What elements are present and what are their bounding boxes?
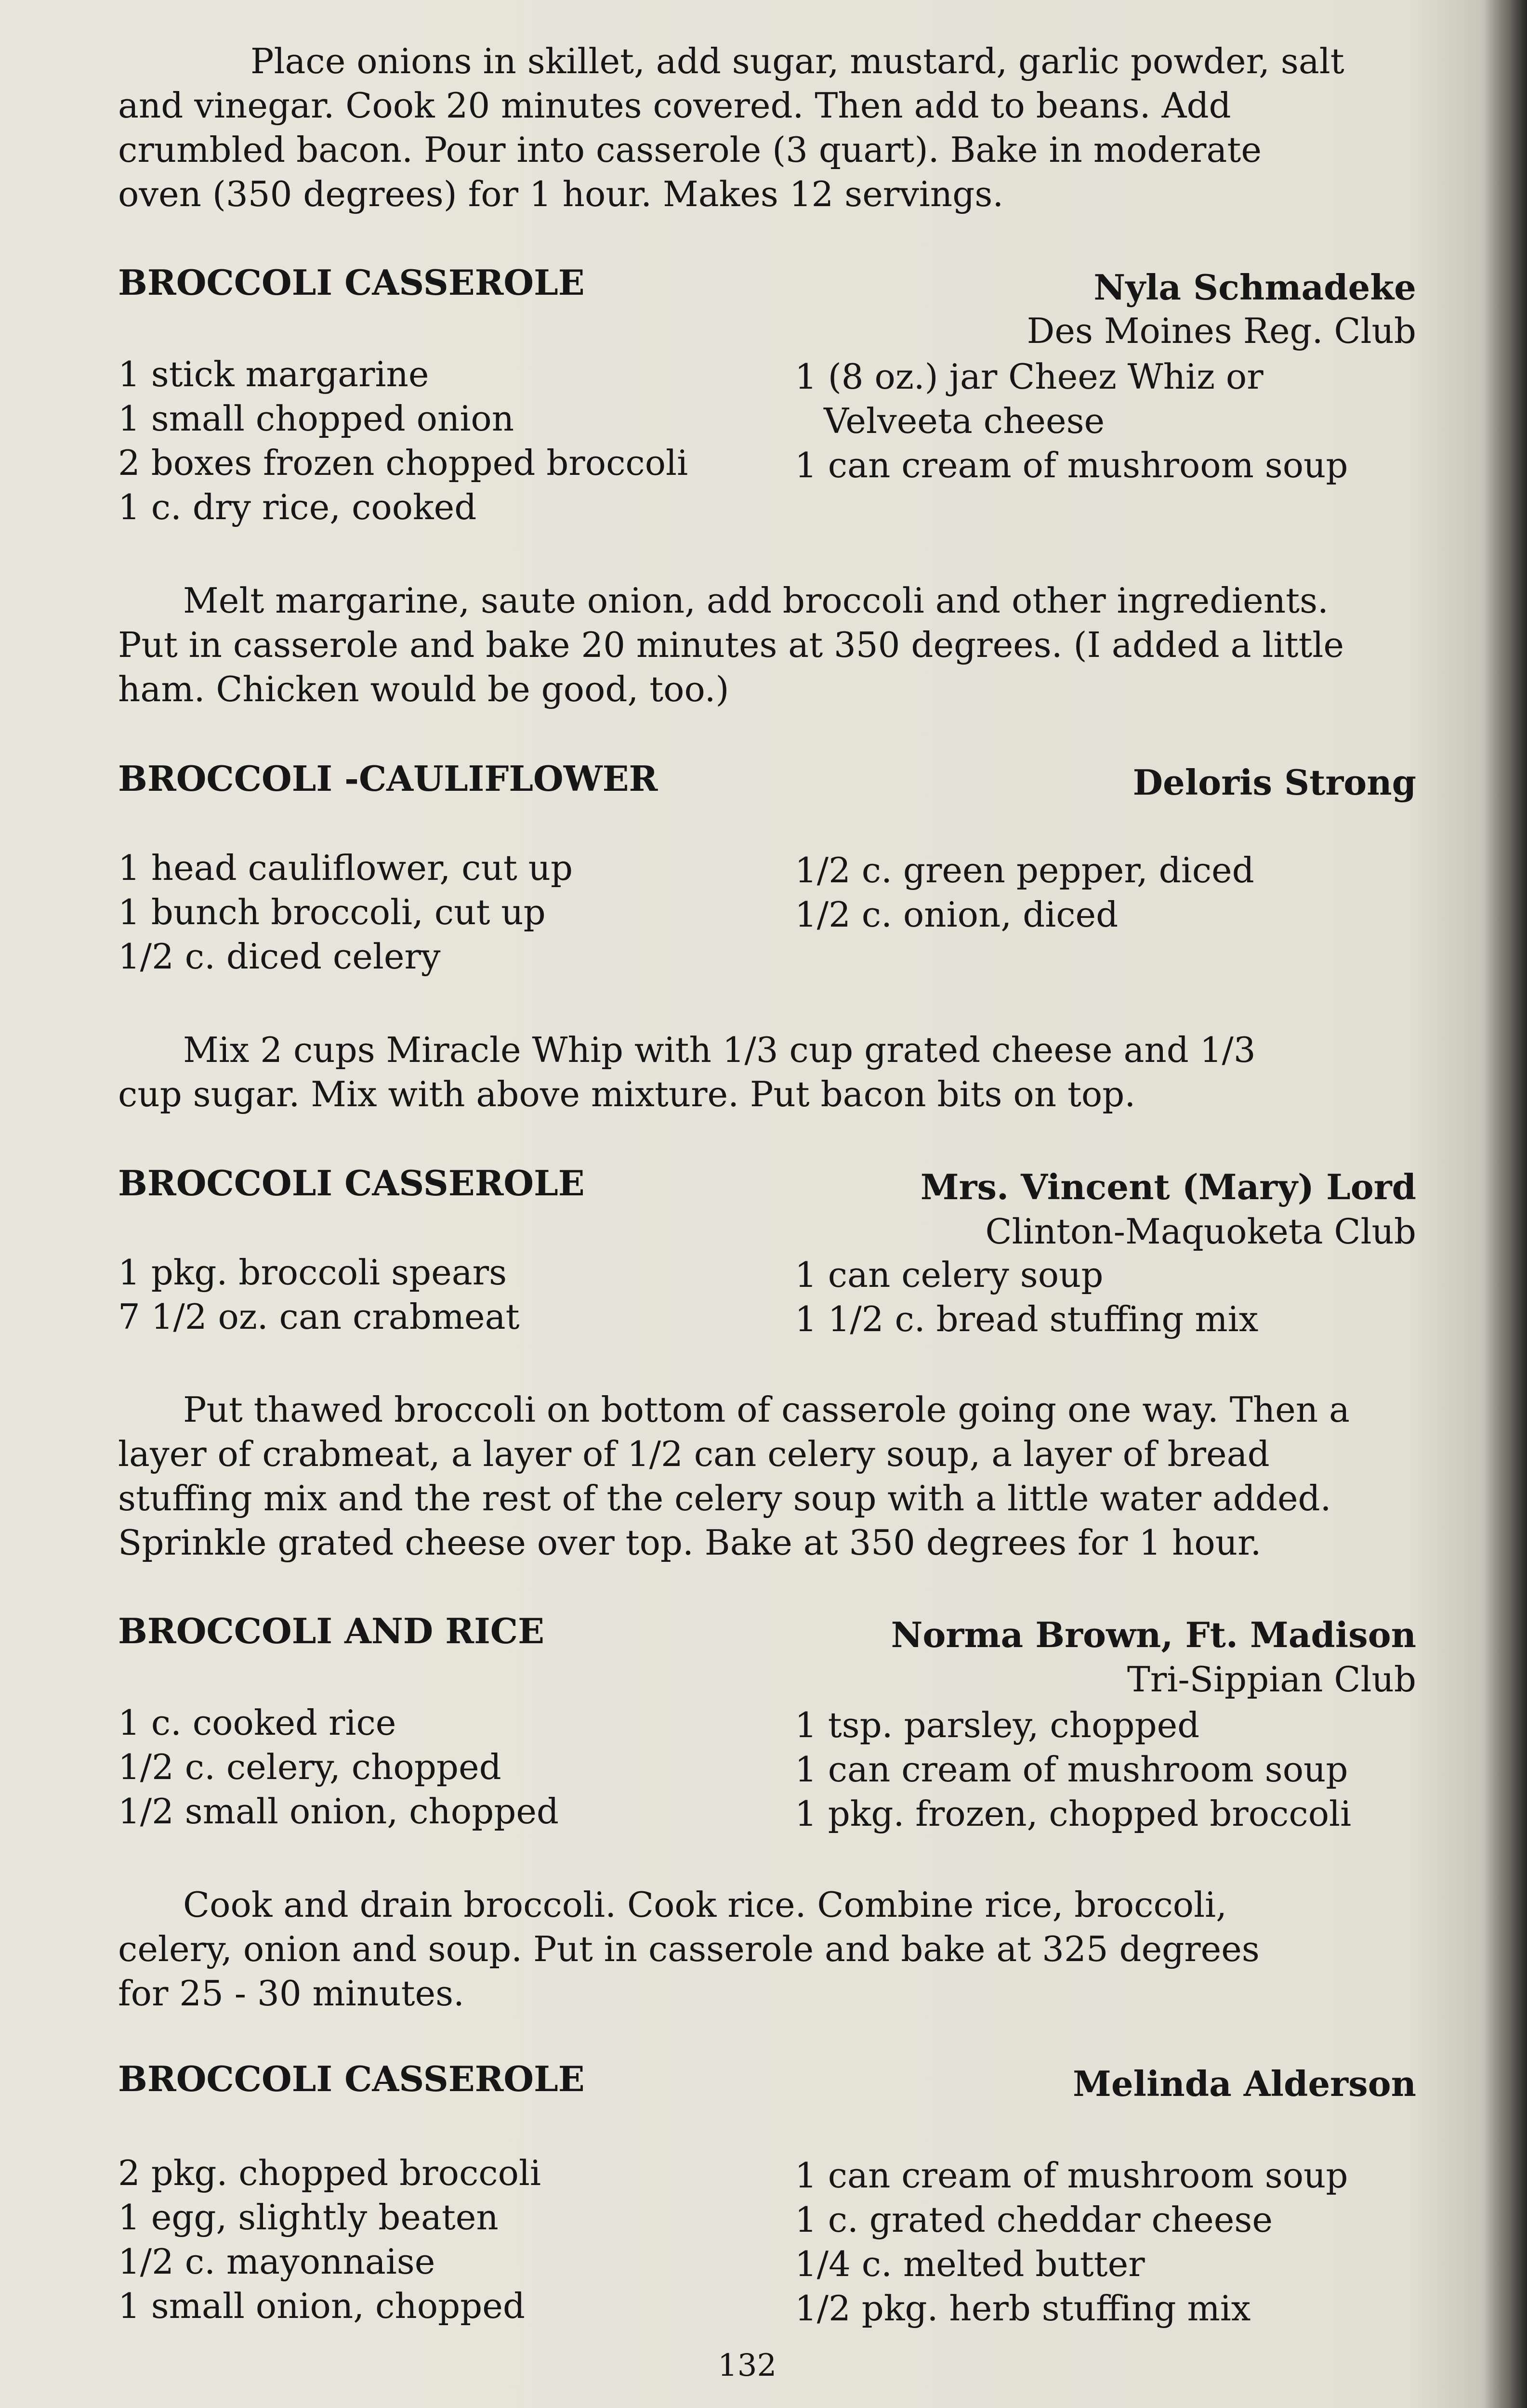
recipe-club: Des Moines Reg. Club	[1027, 311, 1416, 351]
recipe-author: Nyla Schmadeke	[1093, 267, 1416, 308]
recipe-author: Mrs. Vincent (Mary) Lord	[920, 1166, 1416, 1207]
recipe-author: Melinda Alderson	[1073, 2063, 1416, 2104]
instruction-line: celery, onion and soup. Put in casserole and bake at 325 degrees	[118, 1929, 1260, 1969]
instruction-line: Put thawed broccoli on bottom of casserole going one way. Then a	[183, 1389, 1350, 1430]
page-number: 132	[718, 2348, 777, 2383]
ingredient: 1 head cauliflower, cut up	[118, 848, 573, 888]
ingredient: 1 1/2 c. bread stuffing mix	[795, 1299, 1259, 1339]
ingredient: 1 small onion, chopped	[118, 2286, 525, 2326]
ingredient: 1 c. cooked rice	[118, 1702, 396, 1743]
recipe-club: Tri-Sippian Club	[1127, 1659, 1416, 1700]
recipe-title: BROCCOLI CASSEROLE	[118, 1163, 585, 1204]
intro-line: and vinegar. Cook 20 minutes covered. Then add to beans. Add	[118, 85, 1231, 126]
ingredient: 1 c. grated cheddar cheese	[795, 2199, 1273, 2240]
ingredient: 2 pkg. chopped broccoli	[118, 2153, 541, 2193]
recipe-author: Deloris Strong	[1132, 762, 1416, 803]
instruction-line: for 25 - 30 minutes.	[118, 1973, 464, 2014]
instruction-line: layer of crabmeat, a layer of 1/2 can celery soup, a layer of bread	[118, 1434, 1270, 1474]
ingredient: 1/2 c. mayonnaise	[118, 2241, 435, 2282]
intro-line: oven (350 degrees) for 1 hour. Makes 12 servings.	[118, 174, 1004, 214]
ingredient: Velveeta cheese	[824, 401, 1105, 441]
ingredient: 1 pkg. frozen, chopped broccoli	[795, 1793, 1352, 1834]
ingredient: 1 bunch broccoli, cut up	[118, 892, 546, 932]
recipe-club: Clinton-Maquoketa Club	[985, 1211, 1416, 1252]
ingredient: 2 boxes frozen chopped broccoli	[118, 443, 688, 483]
ingredient: 1 can celery soup	[795, 1255, 1104, 1295]
ingredient: 1/2 c. onion, diced	[795, 894, 1119, 935]
ingredient: 1 can cream of mushroom soup	[795, 2155, 1348, 2196]
instruction-line: Cook and drain broccoli. Cook rice. Combine rice, broccoli,	[183, 1885, 1227, 1925]
instruction-line: Mix 2 cups Miracle Whip with 1/3 cup grated cheese and 1/3	[183, 1030, 1256, 1070]
ingredient: 1/2 c. diced celery	[118, 936, 441, 977]
instruction-line: stuffing mix and the rest of the celery soup with a little water added.	[118, 1478, 1331, 1518]
page-edge-shadow	[1484, 0, 1527, 2408]
ingredient: 1/4 c. melted butter	[795, 2244, 1145, 2284]
ingredient: 1 egg, slightly beaten	[118, 2197, 499, 2238]
instruction-line: Melt margarine, saute onion, add broccoli and other ingredients.	[183, 580, 1329, 621]
intro-line: Place onions in skillet, add sugar, mustard, garlic powder, salt	[250, 41, 1344, 81]
ingredient: 1 stick margarine	[118, 354, 429, 394]
instruction-line: Put in casserole and bake 20 minutes at 350 degrees. (I added a little	[118, 625, 1344, 665]
ingredient: 1 small chopped onion	[118, 398, 514, 439]
recipe-title: BROCCOLI -CAULIFLOWER	[118, 758, 658, 799]
ingredient: 1 (8 oz.) jar Cheez Whiz or	[795, 356, 1264, 397]
instruction-line: cup sugar. Mix with above mixture. Put bacon bits on top.	[118, 1074, 1136, 1114]
instruction-line: Sprinkle grated cheese over top. Bake at 350 degrees for 1 hour.	[118, 1522, 1262, 1563]
ingredient: 1/2 c. green pepper, diced	[795, 850, 1254, 890]
recipe-title: BROCCOLI CASSEROLE	[118, 262, 585, 303]
recipe-title: BROCCOLI AND RICE	[118, 1610, 544, 1651]
ingredient: 1/2 c. celery, chopped	[118, 1747, 501, 1787]
ingredient: 1/2 small onion, chopped	[118, 1791, 559, 1832]
ingredient: 7 1/2 oz. can crabmeat	[118, 1296, 520, 1337]
recipe-title: BROCCOLI CASSEROLE	[118, 2058, 585, 2099]
intro-line: crumbled bacon. Pour into casserole (3 quart). Bake in moderate	[118, 130, 1262, 170]
ingredient: 1 c. dry rice, cooked	[118, 487, 477, 527]
ingredient: 1 tsp. parsley, chopped	[795, 1705, 1200, 1745]
ingredient: 1 pkg. broccoli spears	[118, 1252, 507, 1293]
ingredient: 1 can cream of mushroom soup	[795, 1749, 1348, 1790]
ingredient: 1 can cream of mushroom soup	[795, 445, 1348, 485]
ingredient: 1/2 pkg. herb stuffing mix	[795, 2288, 1251, 2329]
instruction-line: ham. Chicken would be good, too.)	[118, 669, 729, 709]
recipe-author: Norma Brown, Ft. Madison	[891, 1614, 1416, 1655]
